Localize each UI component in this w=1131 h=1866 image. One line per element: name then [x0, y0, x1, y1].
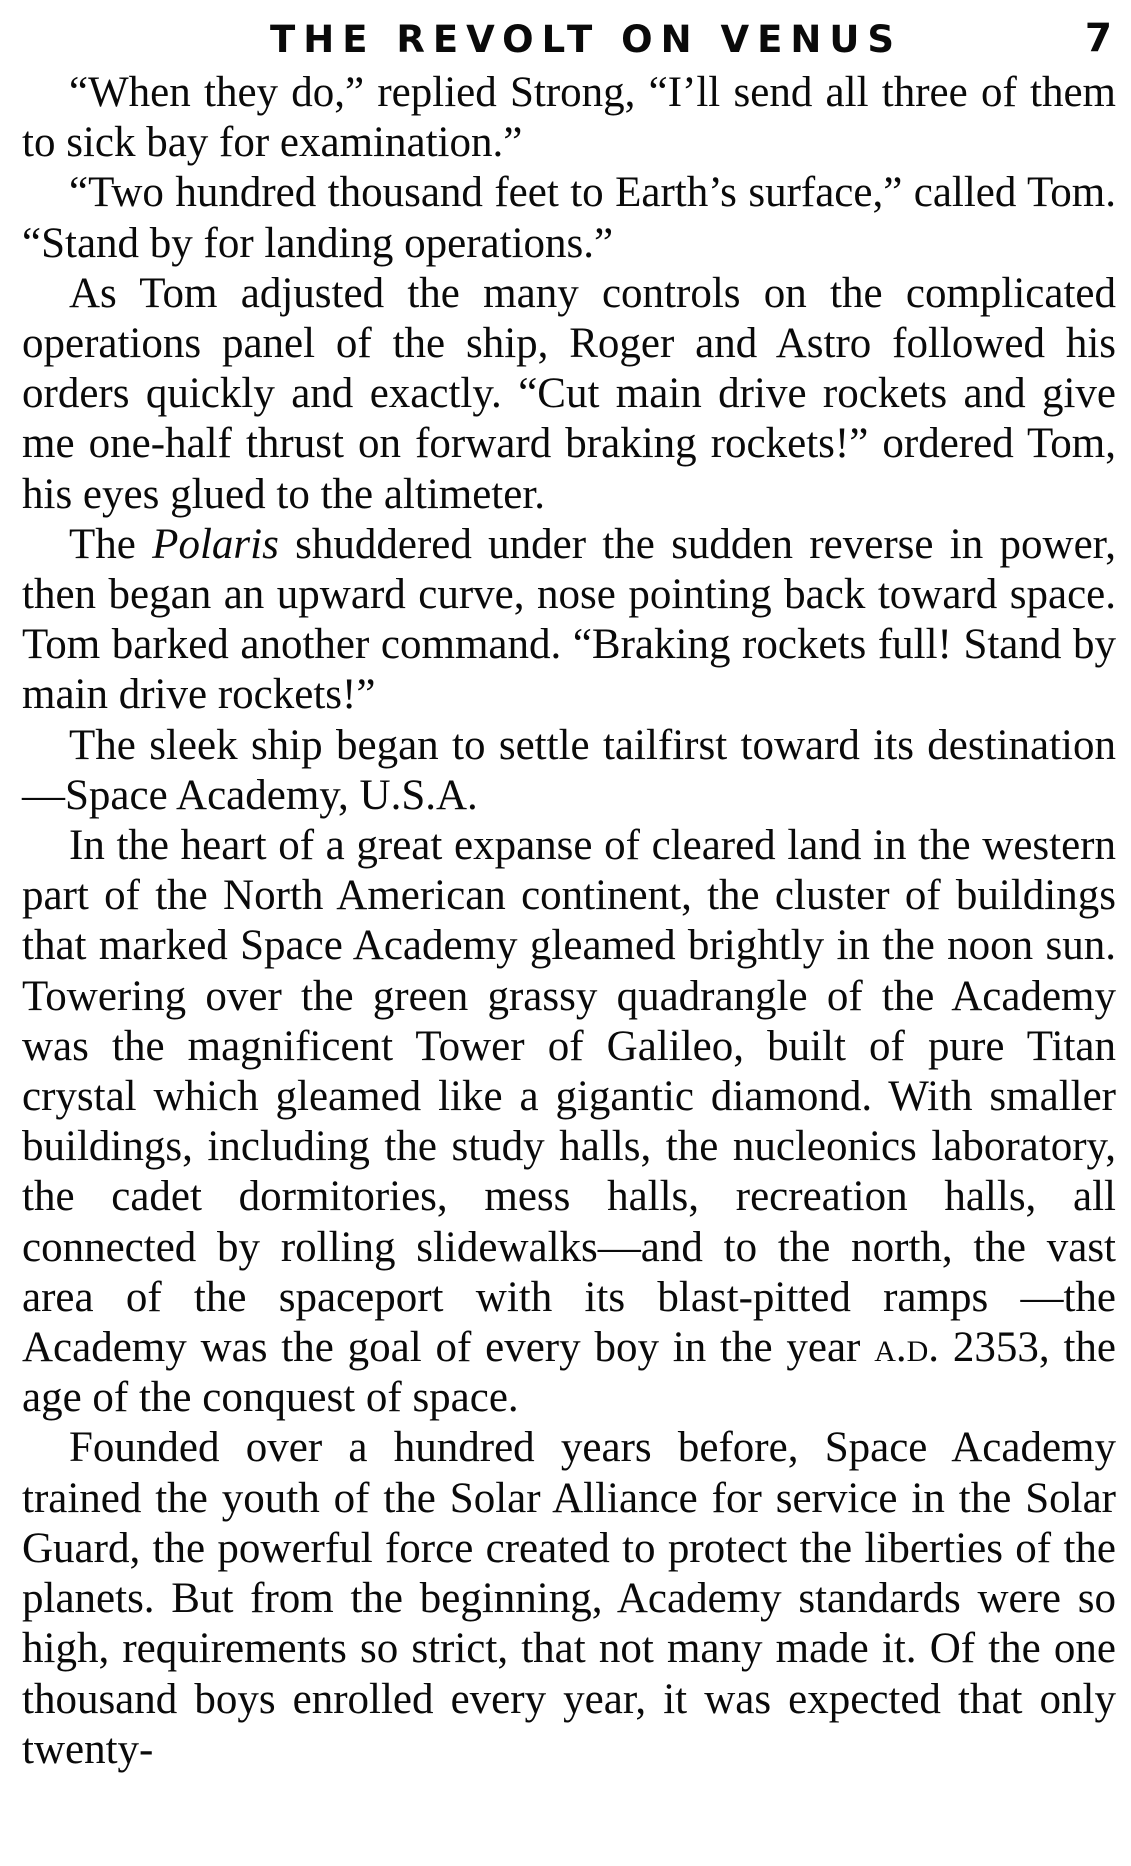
book-page [22, 14, 1116, 1775]
era-abbreviation: a.d. [874, 1324, 940, 1372]
paragraph: As Tom adjusted the many controls on the complicated operations panel of the ship, Roger and Astro followed his orders quickly and exactly. “Cut main drive rockets and give me one-half thrust on forward braking rockets!” ordered Tom, his eyes glued to the altimeter. [22, 269, 1116, 518]
paragraph: Founded over a hundred years before, Space Academy trained the youth of the Solar Alliance for service in the Solar Guard, the powerful force created to protect the liberties of the planets. But from the beginning, Academy standards were so high, requirements so strict, that not many made it. Of the one thousand boys enrolled every year, it was expected that only twenty- [22, 1424, 1116, 1773]
ship-name: Polaris [152, 520, 279, 568]
paragraph: “When they do,” replied Strong, “I’ll send all three of them to sick bay for examination.” [22, 69, 1116, 167]
paragraph: The sleek ship began to settle tailfirst toward its destination—Space Academy, U.S.A. [22, 721, 1116, 819]
paragraph: “Two hundred thousand feet to Earth’s surface,” called Tom. “Stand by for landing operations.” [22, 169, 1116, 267]
paragraph-text: shuddered under the sudden reverse in power, then began an upward curve, nose pointing back toward space. Tom barked another command. “Braking rockets full! Stand by main drive rockets!” [22, 520, 1117, 719]
paragraph-text: In the heart of a great expanse of cleared land in the western part of the North American continent, the cluster of buildings that marked Space Academy gleamed brightly in the noon sun. Towering over the green grassy quadrangle of the Academy was the magnificent Tower of Galileo, built of pure Titan crystal which gleamed like a gigantic diamond. With smaller buildings, including the study halls, the nucleonics laboratory, the cadet dormitories, mess halls, recreation halls, all connected by rolling slidewalks—and to the north, the vast area of the spaceport with its blast-pitted ramps —the Academy was the goal of every boy in the year [22, 822, 1116, 1372]
paragraph-text: The [69, 520, 153, 568]
page-header [22, 14, 1116, 68]
paragraph [22, 520, 1116, 721]
paragraph [22, 821, 1116, 1423]
page-number: 7 [1084, 16, 1112, 61]
running-title: THE REVOLT ON VENUS [270, 18, 903, 61]
paragraph-text: 2353, the age of the conquest of space. [22, 1324, 1116, 1422]
body-text [22, 68, 1116, 1775]
